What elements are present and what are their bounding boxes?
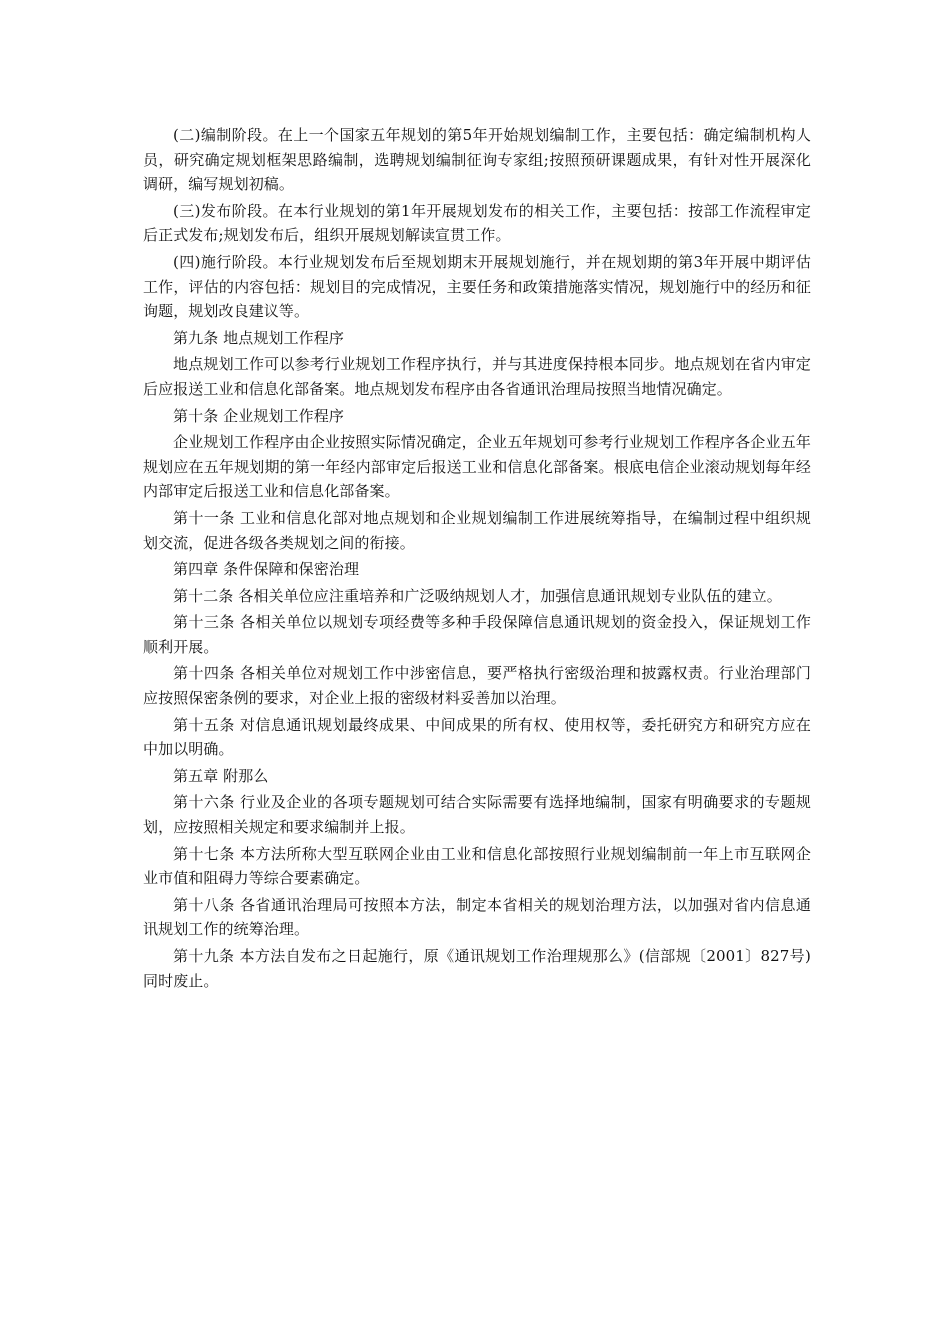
article-12: 第十二条 各相关单位应注重培养和广泛吸纳规划人才，加强信息通讯规划专业队伍的建立。: [173, 586, 782, 605]
paragraph-stage-implementation: (四)施行阶段。本行业规划发布后至规划期末开展规划施行，并在规划期的第3年开展中期评估工作，评估的内容包括：规划目的完成情况，主要任务和政策措施落实情况，规划施行中的经历和征询题，规划改良建议等。: [143, 252, 811, 321]
chapter-5-heading: 第五章 附那么: [173, 766, 269, 785]
article-18: 第十八条 各省通讯治理局可按照本方法，制定本省相关的规划治理方法，以加强对省内信息通讯规划工作的统筹治理。: [143, 895, 811, 939]
article-16: 第十六条 行业及企业的各项专题规划可结合实际需要有选择地编制，国家有明确要求的专题规划，应按照相关规定和要求编制并上报。: [143, 793, 811, 837]
article-10-body: 企业规划工作程序由企业按照实际情况确定，企业五年规划可参考行业规划工作程序各企业五年规划应在五年规划期的第一年经内部审定后报送工业和信息化部备案。根底电信企业滚动规划每年经内部审定后报送工业和信息化部备案。: [143, 433, 811, 501]
article-17: 第十七条 本方法所称大型互联网企业由工业和信息化部按照行业规划编制前一年上市互联网企业市值和阻碍力等综合要素确定。: [143, 844, 811, 888]
article-15: 第十五条 对信息通讯规划最终成果、中间成果的所有权、使用权等，委托研究方和研究方应在中加以明确。: [143, 715, 811, 759]
article-11: 第十一条 工业和信息化部对地点规划和企业规划编制工作进展统筹指导，在编制过程中组织规划交流，促进各级各类规划之间的衔接。: [143, 508, 811, 552]
chapter-4-heading: 第四章 条件保障和保密治理: [173, 560, 360, 579]
article-19: 第十九条 本方法自发布之日起施行，原《通讯规划工作治理规那么》(信部规〔2001〕827号)同时废止。: [143, 947, 811, 990]
paragraph-stage-compilation: (二)编制阶段。在上一个国家五年规划的第5年开始规划编制工作，主要包括：确定编制机构人员，研究确定规划框架思路编制，选聘规划编制征询专家组;按照预研课题成果，有针对性开展深化调研，编写规划初稿。: [143, 126, 811, 194]
article-10-heading: 第十条 企业规划工作程序: [173, 406, 344, 425]
document-body: [143, 123, 811, 995]
article-9-heading: 第九条 地点规划工作程序: [173, 328, 344, 347]
article-14: 第十四条 各相关单位对规划工作中涉密信息，要严格执行密级治理和披露权责。行业治理部门应按照保密条例的要求，对企业上报的密级材料妥善加以治理。: [143, 664, 811, 708]
article-13: 第十三条 各相关单位以规划专项经费等多种手段保障信息通讯规划的资金投入，保证规划工作顺利开展。: [143, 613, 811, 656]
paragraph-stage-release: (三)发布阶段。在本行业规划的第1年开展规划发布的相关工作，主要包括：按部工作流程审定后正式发布;规划发布后，组织开展规划解读宣贯工作。: [143, 201, 811, 245]
article-9-body: 地点规划工作可以参考行业规划工作程序执行，并与其进度保持根本同步。地点规划在省内审定后应报送工业和信息化部备案。地点规划发布程序由各省通讯治理局按照当地情况确定。: [143, 355, 811, 398]
